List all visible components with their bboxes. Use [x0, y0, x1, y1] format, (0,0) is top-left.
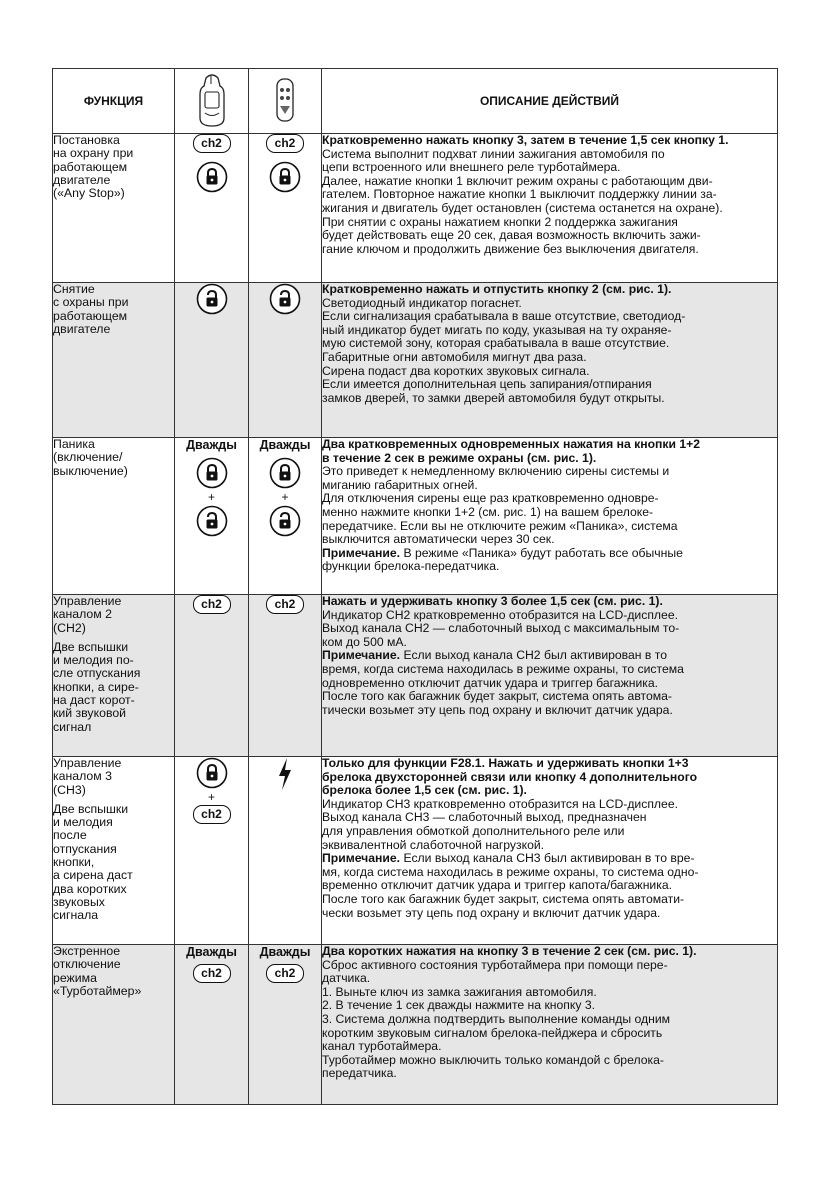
- description-line: После того как багажник будет закрыт, система опять автома-: [322, 689, 672, 704]
- description-line: Если сигнализация срабатывала в ваше отсутствие, светодиод-: [322, 309, 686, 324]
- description-line: 2. В течение 1 сек дважды нажмите на кнопку 3.: [322, 998, 596, 1013]
- twice-label: Дважды: [186, 438, 237, 452]
- description-line: мую системой зону, которая срабатывала в ваше отсутствие.: [322, 336, 670, 351]
- twice-label: Дважды: [259, 945, 311, 959]
- description-line: Турботаймер можно выключить только командой с брелока-: [322, 1052, 664, 1067]
- header-row: [53, 69, 778, 134]
- remote-1-cell: [175, 134, 249, 283]
- title-line: на охрану при: [53, 146, 134, 161]
- ch2-button-icon: ch2: [193, 805, 231, 824]
- lock-button-icon: [196, 457, 228, 489]
- note-line: и мелодия по-: [53, 653, 134, 668]
- note-line: [322, 547, 777, 561]
- remote-1-cell: [175, 757, 249, 945]
- description-line: Система выполнит подхват линии зажигания автомобиля по: [322, 146, 665, 161]
- extra-remote-icon: [274, 76, 296, 124]
- description-line: канал турботаймера.: [322, 1039, 442, 1054]
- unlock-button-icon: [196, 283, 228, 315]
- description-line: Для отключения сирены еще раз кратковременно одновре-: [322, 491, 659, 506]
- title-line: режима: [53, 970, 97, 985]
- note-line: кнопки, а сире-: [53, 679, 139, 694]
- function-note: [53, 803, 174, 923]
- header-remote-2: [249, 69, 322, 134]
- description-line: одновременно отключит датчик удара и триггер багажника.: [322, 675, 659, 690]
- description-heading: Только для функции F28.1. Нажать и удерживать кнопки 1+3: [322, 756, 689, 770]
- description-line: будет действовать еще 20 сек, давая возможность включить зажи-: [322, 228, 701, 243]
- description-line: менно нажмите кнопки 1+2 (см. рис. 1) на вашем брелоке-: [322, 504, 654, 519]
- description-line: передатчике. Если вы не отключите режим «Паника», система: [322, 518, 678, 533]
- description-line: миганию габаритных огней.: [322, 477, 478, 492]
- row-any-stop: [53, 134, 778, 283]
- remote-2-cell: [249, 438, 322, 595]
- ch2-button-icon: ch2: [266, 595, 304, 614]
- lock-button-icon: [196, 757, 228, 789]
- note-line: кнопки,: [53, 855, 95, 870]
- title-line: Снятие: [53, 282, 95, 296]
- description-line: Выход канала CH2 — слаботочный выход с максимальным то-: [322, 621, 680, 636]
- title-line: Управление: [53, 756, 122, 770]
- description-line: гание ключом и продолжить движение без выключения двигателя.: [322, 241, 699, 256]
- note-line: на даст корот-: [53, 693, 135, 708]
- twice-label: Дважды: [186, 945, 237, 959]
- description-line: время, когда система находилась в режиме охраны, то система: [322, 661, 684, 676]
- lightning-button-icon: [276, 757, 294, 791]
- lock-button-icon: [269, 161, 301, 193]
- title-line: отключение: [53, 957, 121, 972]
- description-heading: Кратковременно нажать кнопку 3, затем в течение 1,5 сек кнопку 1.: [322, 133, 729, 147]
- row-channel-2: [53, 595, 778, 757]
- title-line: Управление: [53, 594, 122, 608]
- title-line: «Турботаймер»: [53, 983, 142, 998]
- description-line: Индикатор CH3 кратковременно отобразится на LCD-дисплее.: [322, 796, 678, 811]
- description-line: выключится автоматически через 30 сек.: [322, 532, 555, 547]
- note-line: сигнала: [53, 908, 99, 923]
- function-title: [53, 438, 174, 478]
- note-line: [322, 649, 777, 663]
- remote-2-cell: [249, 134, 322, 283]
- function-cell: [53, 595, 175, 757]
- description-line: эквивалентной слаботочной нагрузкой.: [322, 837, 545, 852]
- description-line: Габаритные огни автомобиля мигнут два раза.: [322, 349, 587, 364]
- description-cell: [322, 438, 778, 595]
- description-line: Если имеется дополнительная цепь запирания/отпирания: [322, 377, 652, 392]
- title-line: работающем: [53, 308, 128, 323]
- unlock-button-icon: [269, 283, 301, 315]
- title-line: работающем: [53, 159, 128, 174]
- note-text: Если выход канала CH2 был активирован в то: [403, 648, 668, 663]
- description-line: жигания и двигатель будет остановлен (система останется на охране).: [322, 200, 723, 215]
- note-line: а сирена даст: [53, 868, 133, 883]
- description-cell: [322, 595, 778, 757]
- title-line: Экстренное: [53, 944, 121, 958]
- ch2-button-icon: ch2: [193, 595, 231, 614]
- note-line: и мелодия: [53, 815, 113, 830]
- description-heading: Два кратковременных одновременных нажатия на кнопки 1+2: [322, 437, 701, 451]
- header-description: ОПИСАНИЕ ДЕЙСТВИЙ: [322, 69, 778, 134]
- title-line: с охраны при: [53, 295, 129, 310]
- description-heading: Два коротких нажатия на кнопку 3 в течение 2 сек (см. рис. 1).: [322, 944, 697, 958]
- plus-sign: +: [207, 490, 215, 504]
- ch2-button-icon: ch2: [266, 134, 304, 153]
- note-line: Две вспышки: [53, 801, 129, 816]
- description-heading: в течение 2 сек в режиме охраны (см. рис. 1).: [322, 450, 597, 465]
- title-line: (включение/: [53, 450, 123, 465]
- functions-table: [52, 68, 778, 1105]
- note-text: Если выход канала CH3 был активирован в то вре-: [403, 851, 695, 866]
- description-line: для управления обмоткой дополнительного реле или: [322, 823, 625, 838]
- function-cell: [53, 945, 175, 1105]
- title-line: (CH3): [53, 782, 86, 797]
- title-line: («Any Stop»): [53, 186, 125, 201]
- description-heading: брелока двухсторонней связи или кнопку 4 дополнительного: [322, 769, 698, 784]
- description-line: датчика.: [322, 971, 371, 986]
- description-line: цепи встроенного или внешнего реле турботаймера.: [322, 160, 621, 175]
- function-title: [53, 595, 174, 635]
- ch2-button-icon: ch2: [266, 964, 304, 983]
- note-line: два коротких: [53, 881, 127, 896]
- note-line: после: [53, 828, 87, 843]
- note-line: Две вспышки: [53, 639, 129, 654]
- unlock-button-icon: [269, 505, 301, 537]
- description-line: чески возьмет эту цепь под охрану и включит датчик удара.: [322, 905, 661, 920]
- note-line: сигнал: [53, 719, 92, 734]
- title-line: каналом 3: [53, 769, 112, 784]
- remote-2-cell: [249, 945, 322, 1105]
- description-line: гателем. Повторное нажатие кнопки 1 выключит поддержку линии за-: [322, 187, 717, 202]
- description-line: Светодиодный индикатор погаснет.: [322, 295, 522, 310]
- description-cell: [322, 134, 778, 283]
- remote-1-cell: [175, 945, 249, 1105]
- function-cell: [53, 283, 175, 438]
- twice-label: Дважды: [259, 438, 311, 452]
- remote-2-cell: [249, 595, 322, 757]
- remote-2-cell: [249, 757, 322, 945]
- row-channel-3: [53, 757, 778, 945]
- description-line: замков дверей, то замки дверей автомобиля будут открыты.: [322, 390, 665, 405]
- description-line: Выход канала CH3 — слаботочный выход, предназначен: [322, 810, 647, 825]
- description-line: Сирена подаст два коротких звуковых сигнала.: [322, 363, 590, 378]
- remote-1-cell: [175, 595, 249, 757]
- note-label: Примечание.: [322, 648, 401, 663]
- row-turbotimer: [53, 945, 778, 1105]
- lock-button-icon: [269, 457, 301, 489]
- description-line: передатчика.: [322, 1066, 397, 1081]
- row-disarm-running: [53, 283, 778, 438]
- header-remote-1: [175, 69, 249, 134]
- note-line: сле отпускания: [53, 666, 141, 681]
- row-panic: [53, 438, 778, 595]
- function-cell: [53, 134, 175, 283]
- plus-sign: +: [207, 790, 215, 804]
- note-line: отпускания: [53, 841, 117, 856]
- two-way-remote-icon: [197, 72, 227, 128]
- note-line: звуковых: [53, 894, 105, 909]
- plus-sign: +: [281, 490, 289, 504]
- description-line: Индикатор CH2 кратковременно отобразится на LCD-дисплее.: [322, 607, 678, 622]
- remote-1-cell: [175, 438, 249, 595]
- description-heading: Нажать и удерживать кнопку 3 более 1,5 сек (см. рис. 1).: [322, 594, 663, 608]
- description-line: тически возьмет эту цепь под охрану и включит датчик удара.: [322, 702, 673, 717]
- function-cell: [53, 438, 175, 595]
- description-line: временно отключит датчик удара и триггер капота/багажника.: [322, 878, 672, 893]
- note-label: Примечание.: [322, 851, 401, 866]
- remote-1-cell: [175, 283, 249, 438]
- ch2-button-icon: ch2: [193, 964, 231, 983]
- description-line: ком до 500 мА.: [322, 634, 407, 649]
- description-line: После того как багажник будет закрыт, система опять автомати-: [322, 891, 685, 906]
- description-line: коротким звуковым сигналом брелока-пейджера и сбросить: [322, 1025, 663, 1040]
- function-title: [53, 283, 174, 336]
- function-title: [53, 945, 174, 998]
- title-line: Паника: [53, 437, 95, 451]
- description-cell: [322, 945, 778, 1105]
- remote-2-cell: [249, 283, 322, 438]
- title-line: Постановка: [53, 133, 120, 147]
- title-line: двигателе: [53, 172, 111, 187]
- function-title: [53, 134, 174, 200]
- description-line: 3. Система должна подтвердить выполнение команды одним: [322, 1011, 671, 1026]
- description-cell: [322, 757, 778, 945]
- title-line: (CH2): [53, 620, 86, 635]
- description-line: функции брелока-передатчика.: [322, 559, 500, 574]
- note-text: В режиме «Паника» будут работать все обычные: [403, 545, 683, 560]
- ch2-button-icon: ch2: [193, 134, 231, 153]
- description-line: мя, когда система находилась в режиме охраны, то система одно-: [322, 864, 699, 879]
- unlock-button-icon: [196, 505, 228, 537]
- description-heading: Кратковременно нажать и отпустить кнопку 2 (см. рис. 1).: [322, 282, 672, 296]
- title-line: двигателе: [53, 321, 111, 336]
- function-title: [53, 757, 174, 797]
- description-cell: [322, 283, 778, 438]
- function-note: [53, 641, 174, 734]
- lock-button-icon: [196, 161, 228, 193]
- description-line: Это приведет к немедленному включению сирены системы и: [322, 464, 670, 479]
- description-line: ный индикатор будет мигать по коду, указывая на ту охраняе-: [322, 322, 672, 337]
- description-line: При снятии с охраны нажатием кнопки 2 поддержка зажигания: [322, 214, 678, 229]
- description-line: Далее, нажатие кнопки 1 включит режим охраны с работающим дви-: [322, 173, 713, 188]
- description-line: Сброс активного состояния турботаймера при помощи пере-: [322, 957, 668, 972]
- note-line: [322, 852, 777, 866]
- header-function: ФУНКЦИЯ: [53, 69, 175, 134]
- description-heading: брелока более 1,5 сек (см. рис. 1).: [322, 783, 527, 798]
- description-line: 1. Выньте ключ из замка зажигания автомобиля.: [322, 984, 597, 999]
- note-line: кий звуковой: [53, 706, 127, 721]
- function-cell: [53, 757, 175, 945]
- title-line: каналом 2: [53, 607, 112, 622]
- note-label: Примечание.: [322, 545, 401, 560]
- title-line: выключение): [53, 463, 128, 478]
